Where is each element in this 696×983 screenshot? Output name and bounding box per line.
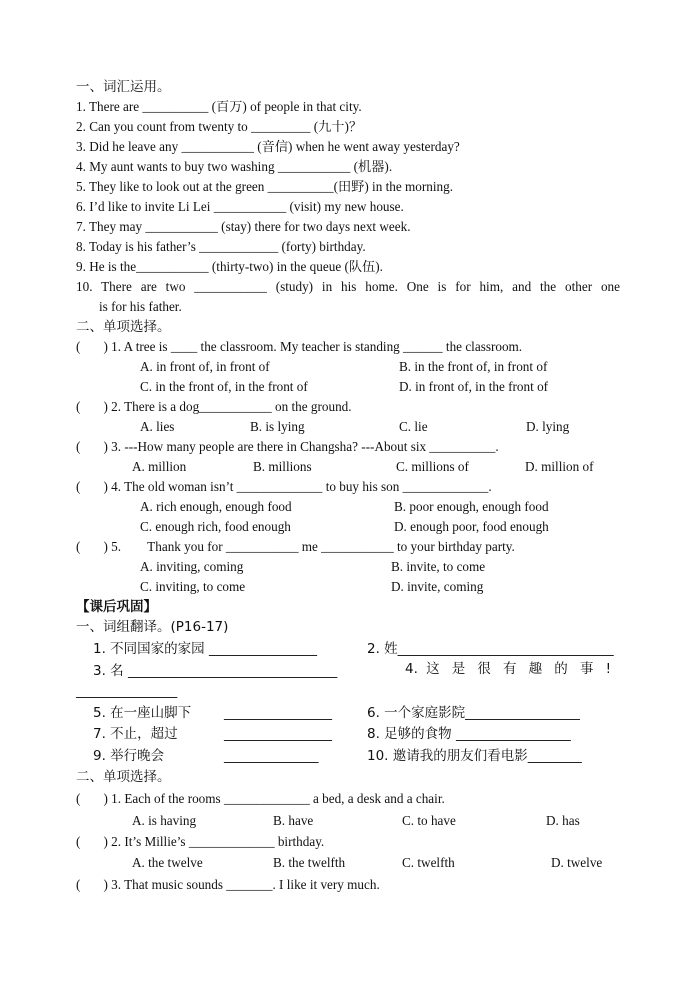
question-line: 5. They like to look out at the green __________(田野) in the morning. [76,179,454,194]
option-d: D. million of [525,459,594,474]
option-b: B. the twelfth [273,855,346,870]
option-a: A. the twelve [132,855,203,870]
option-c: C. in the front of, in the front of [140,379,308,394]
section-heading-choice-2: 二、单项选择。 [76,769,171,785]
phrase-item: 8. 足够的食物 _________________ [367,726,571,742]
question-line: ( ) 4. The old woman isn’t _____________ to buy his son _____________. [76,479,492,494]
option-c: C. lie [399,419,428,434]
question-line: 4. My aunt wants to buy two washing ___________ (机器). [76,159,393,174]
option-d: D. invite, coming [391,579,484,594]
answer-blank: ________________ [224,726,332,742]
option-c: C. millions of [396,459,469,474]
phrase-item: 3. 名 _______________________________ [93,663,338,679]
option-d: D. has [546,813,580,828]
question-line: ( ) 2. There is a dog___________ on the ground. [76,399,352,414]
section-heading-after-class: 【课后巩固】 [76,599,157,615]
phrase-item: 10. 邀请我的朋友们看电影________ [367,748,582,764]
question-line: 2. Can you count from twenty to _________ (九十)？ [76,119,363,134]
option-c: C. inviting, to come [140,579,246,594]
question-line: ( ) 3. ---How many people are there in Changsha? ---About six __________. [76,439,499,454]
option-b: B. have [273,813,314,828]
answer-blank: ______________ [224,748,319,764]
option-a: A. lies [140,419,175,434]
option-a: A. in front of, in front of [140,359,270,374]
option-d: D. in front of, in the front of [399,379,549,394]
section-heading-vocabulary: 一、词汇运用。 [76,79,171,95]
phrase-item: 4. 这 是 很 有 趣 的 事 ! [405,661,611,677]
option-b: B. is lying [250,419,305,434]
section-heading-choice: 二、单项选择。 [76,319,171,335]
question-line: ( ) 1. Each of the rooms _____________ a bed, a desk and a chair. [76,791,445,806]
question-line: 9. He is the___________ (thirty-two) in the queue (队伍). [76,259,383,274]
phrase-item: 9. 举行晚会 [93,748,165,764]
phrase-item: 2. 姓________________________________ [367,641,614,657]
option-b: B. in the front of, in front of [399,359,548,374]
option-d: D. twelve [551,855,603,870]
question-line: 8. Today is his father’s ____________ (forty) birthday. [76,239,366,254]
answer-blank: _______________ [76,683,178,699]
option-a: A. is having [132,813,197,828]
option-b: B. poor enough, enough food [394,499,549,514]
question-line: 6. I’d like to invite Li Lei ___________ (visit) my new house. [76,199,404,214]
question-line: ( ) 3. That music sounds _______. I like it very much. [76,877,380,892]
question-line-continuation: is for his father. [99,299,182,314]
phrase-item: 7. 不止，超过 [93,726,178,742]
question-line: 10. There are two ___________ (study) in his home. One is for him, and the other one [76,279,620,294]
phrase-item: 1. 不同国家的家园 ________________ [93,641,317,657]
question-line: 7. They may ___________ (stay) there for two days next week. [76,219,411,234]
question-line: ( ) 1. A tree is ____ the classroom. My teacher is standing ______ the classroom. [76,339,523,354]
question-line: 3. Did he leave any ___________ (音信) when he went away yesterday? [76,139,460,154]
option-d: D. enough poor, food enough [394,519,549,534]
option-c: C. enough rich, food enough [140,519,291,534]
option-d: D. lying [526,419,570,434]
option-c: C. to have [402,813,456,828]
question-line: 1. There are __________ (百万) of people in that city. [76,99,362,114]
phrase-item: 6. 一个家庭影院_________________ [367,705,580,721]
phrase-item: 5. 在一座山脚下 [93,705,192,721]
answer-blank: ________________ [224,705,332,721]
section-heading-phrase-translation: 一、词组翻译。(P16-17) [76,619,229,635]
option-b: B. millions [253,459,312,474]
question-line: ( ) 2. It’s Millie’s _____________ birthday. [76,834,325,849]
question-line: ( ) 5. Thank you for ___________ me ___________ to your birthday party. [76,539,515,554]
option-a: A. million [132,459,187,474]
option-a: A. inviting, coming [140,559,244,574]
option-b: B. invite, to come [391,559,486,574]
option-a: A. rich enough, enough food [140,499,292,514]
option-c: C. twelfth [402,855,455,870]
